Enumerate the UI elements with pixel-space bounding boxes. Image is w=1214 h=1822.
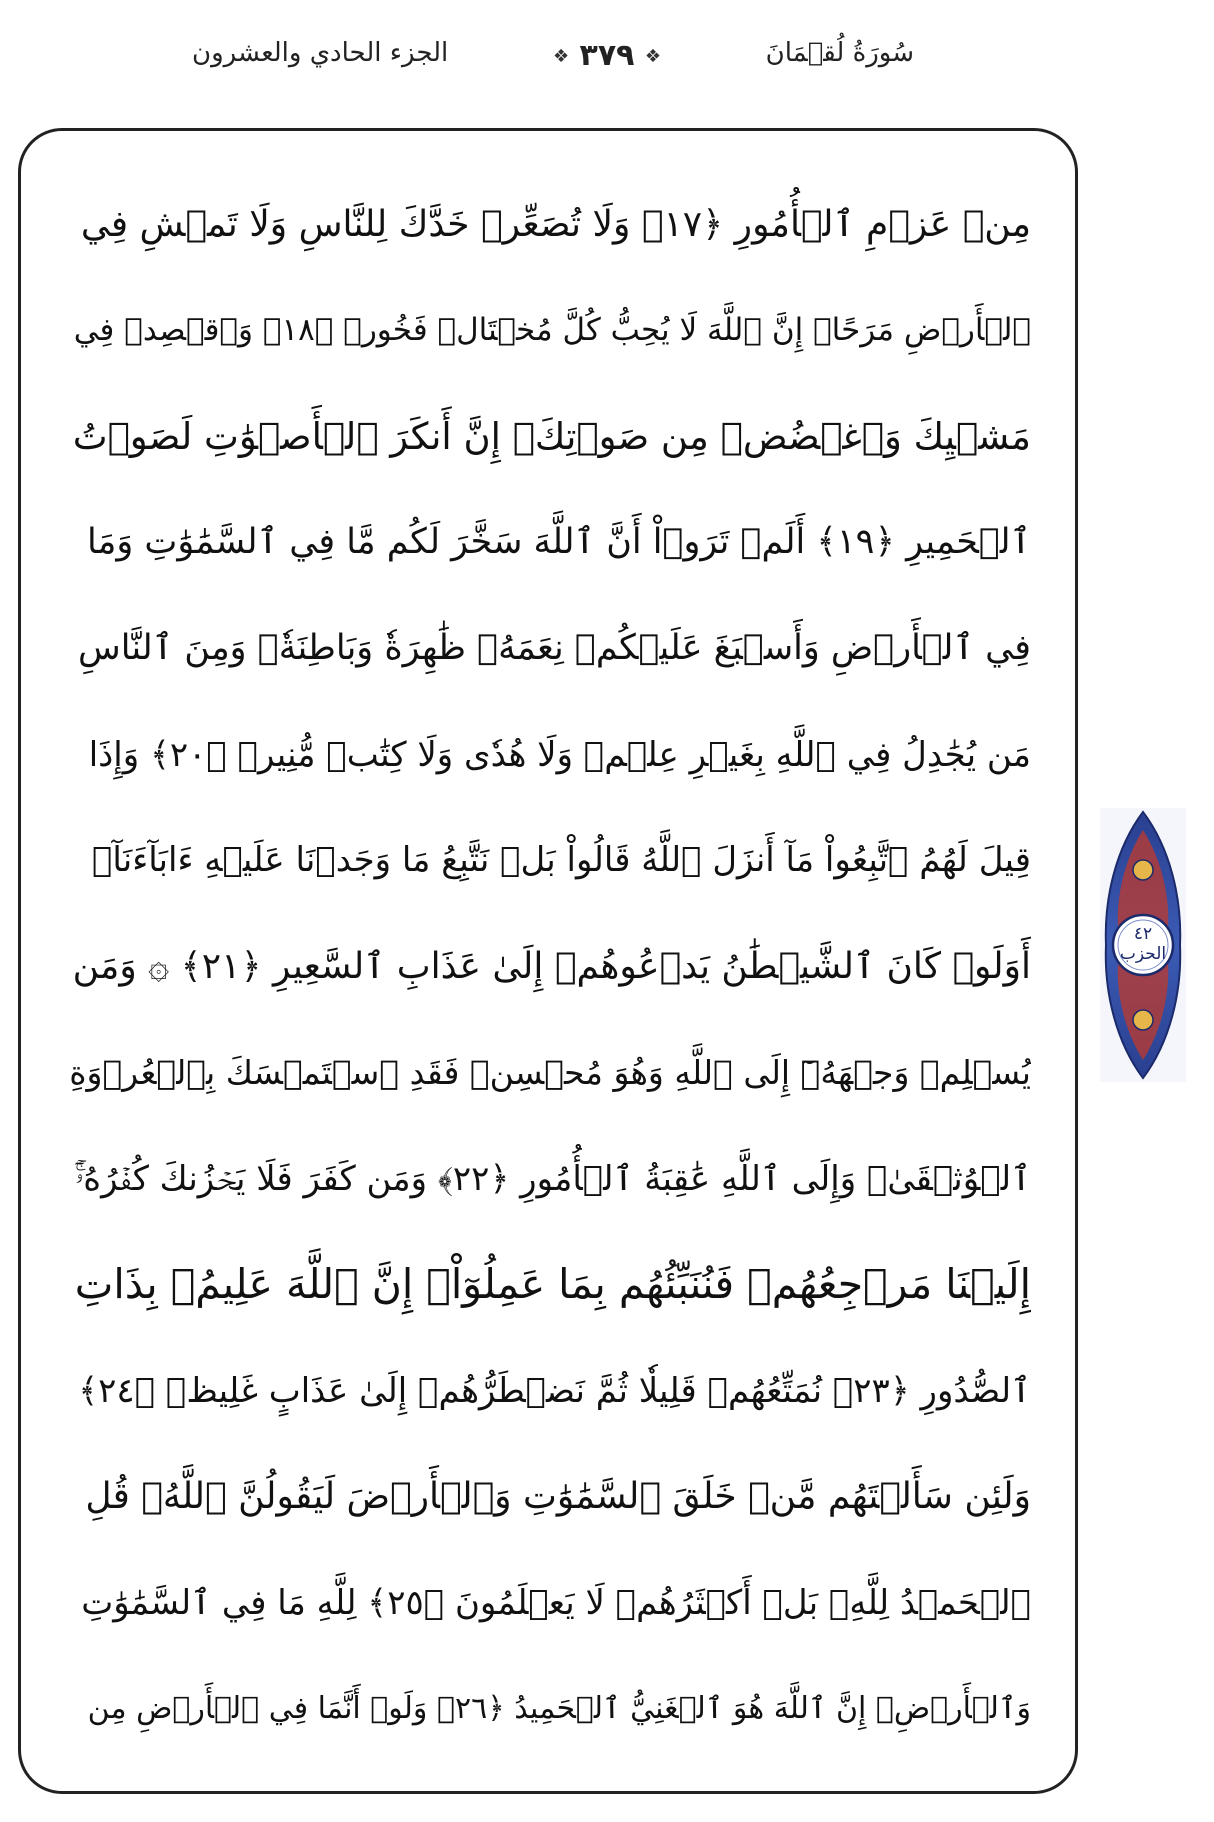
- page-header: [0, 28, 1214, 98]
- page-number-value: ٣٧٩: [579, 38, 635, 73]
- page-number-ornament-right: ❖: [644, 46, 662, 67]
- verse-line-5: فِي ٱلۡأَرۡضِ وَأَسۡبَغَ عَلَيۡكُمۡ نِعَمَهُۥ ظَٰهِرَةٗ وَبَاطِنَةٗۗ وَمِنَ ٱلنَّاسِ: [78, 628, 1031, 668]
- verse-line-10: ٱلۡوُثۡقَىٰۗ وَإِلَى ٱللَّهِ عَٰقِبَةُ ٱلۡأُمُورِ ﴿٢٢﴾ وَمَن كَفَرَ فَلَا يَحۡزُنكَ كُفۡرُهُۥٓۚ: [74, 1158, 1031, 1199]
- verse-line-2: ٱلۡأَرۡضِ مَرَحًاۖ إِنَّ ٱللَّهَ لَا يُحِبُّ كُلَّ مُخۡتَالٖ فَخُورٖ ﴿١٨﴾ وَٱقۡصِدۡ فِي: [73, 312, 1031, 348]
- verse-line-11: إِلَيۡنَا مَرۡجِعُهُمۡ فَنُنَبِّئُهُم بِمَا عَمِلُوٓاْۚ إِنَّ ٱللَّهَ عَلِيمُۢ بِذَاتِ: [74, 1260, 1031, 1308]
- hizb-number: ٤٢: [1133, 924, 1153, 944]
- verse-lines: [67, 171, 1031, 1761]
- verse-line-8: أَوَلَوۡ كَانَ ٱلشَّيۡطَٰنُ يَدۡعُوهُمۡ إِلَىٰ عَذَابِ ٱلسَّعِيرِ ﴿٢١﴾ ۞ وَمَن: [72, 945, 1031, 987]
- verse-line-13: وَلَئِن سَأَلۡتَهُم مَّنۡ خَلَقَ ٱلسَّمَٰوَٰتِ وَٱلۡأَرۡضَ لَيَقُولُنَّ ٱللَّهُۚ قُلِ: [85, 1475, 1031, 1517]
- verse-line-6: مَن يُجَٰدِلُ فِي ٱللَّهِ بِغَيۡرِ عِلۡمٖ وَلَا هُدٗى وَلَا كِتَٰبٖ مُّنِيرٖ ﴿٢٠﴾ وَإِذَا: [88, 734, 1031, 775]
- page-number: [0, 38, 1214, 73]
- verse-line-14: ٱلۡحَمۡدُ لِلَّهِۚ بَلۡ أَكۡثَرُهُمۡ لَا يَعۡلَمُونَ ﴿٢٥﴾ لِلَّهِ مَا فِي ٱلسَّمَٰوَٰتِ: [81, 1582, 1031, 1623]
- surah-name: سُورَةُ لُقۡمَانَ: [765, 38, 914, 68]
- hizb-label: [1118, 924, 1168, 964]
- hizb-word: الحزب: [1119, 944, 1167, 964]
- verse-line-7: قِيلَ لَهُمُ ٱتَّبِعُواْ مَآ أَنزَلَ ٱللَّهُ قَالُواْ بَلۡ نَتَّبِعُ مَا وَجَدۡنَا عَلَيۡهِ ءَابَآءَنَآۚ: [91, 840, 1031, 880]
- mushaf-page-frame: [18, 128, 1078, 1794]
- verse-line-9: يُسۡلِمۡ وَجۡهَهُۥٓ إِلَى ٱللَّهِ وَهُوَ مُحۡسِنٞ فَقَدِ ٱسۡتَمۡسَكَ بِٱلۡعُرۡوَةِ: [69, 1052, 1031, 1092]
- hizb-marker-ornament: [1100, 808, 1186, 1082]
- verse-line-15: وَٱلۡأَرۡضِۚ إِنَّ ٱللَّهَ هُوَ ٱلۡغَنِيُّ ٱلۡحَمِيدُ ﴿٢٦﴾ وَلَوۡ أَنَّمَا فِي ٱلۡأَرۡضِ مِن: [87, 1690, 1031, 1726]
- verse-line-4: ٱلۡحَمِيرِ ﴿١٩﴾ أَلَمۡ تَرَوۡاْ أَنَّ ٱللَّهَ سَخَّرَ لَكُم مَّا فِي ٱلسَّمَٰوَٰتِ وَمَا: [86, 522, 1031, 562]
- juz-name: الجزء الحادي والعشرون: [192, 38, 449, 68]
- verse-line-3: مَشۡيِكَ وَٱغۡضُضۡ مِن صَوۡتِكَۚ إِنَّ أَنكَرَ ٱلۡأَصۡوَٰتِ لَصَوۡتُ: [72, 414, 1031, 458]
- verse-line-12: ٱلصُّدُورِ ﴿٢٣﴾ نُمَتِّعُهُمۡ قَلِيلٗا ثُمَّ نَضۡطَرُّهُمۡ إِلَىٰ عَذَابٍ غَلِيظٖ ﴿٢٤﴾: [78, 1370, 1031, 1411]
- verse-line-1: مِنۡ عَزۡمِ ٱلۡأُمُورِ ﴿١٧﴾ وَلَا تُصَعِّرۡ خَدَّكَ لِلنَّاسِ وَلَا تَمۡشِ فِي: [80, 203, 1031, 245]
- page-number-ornament-left: ❖: [552, 46, 570, 67]
